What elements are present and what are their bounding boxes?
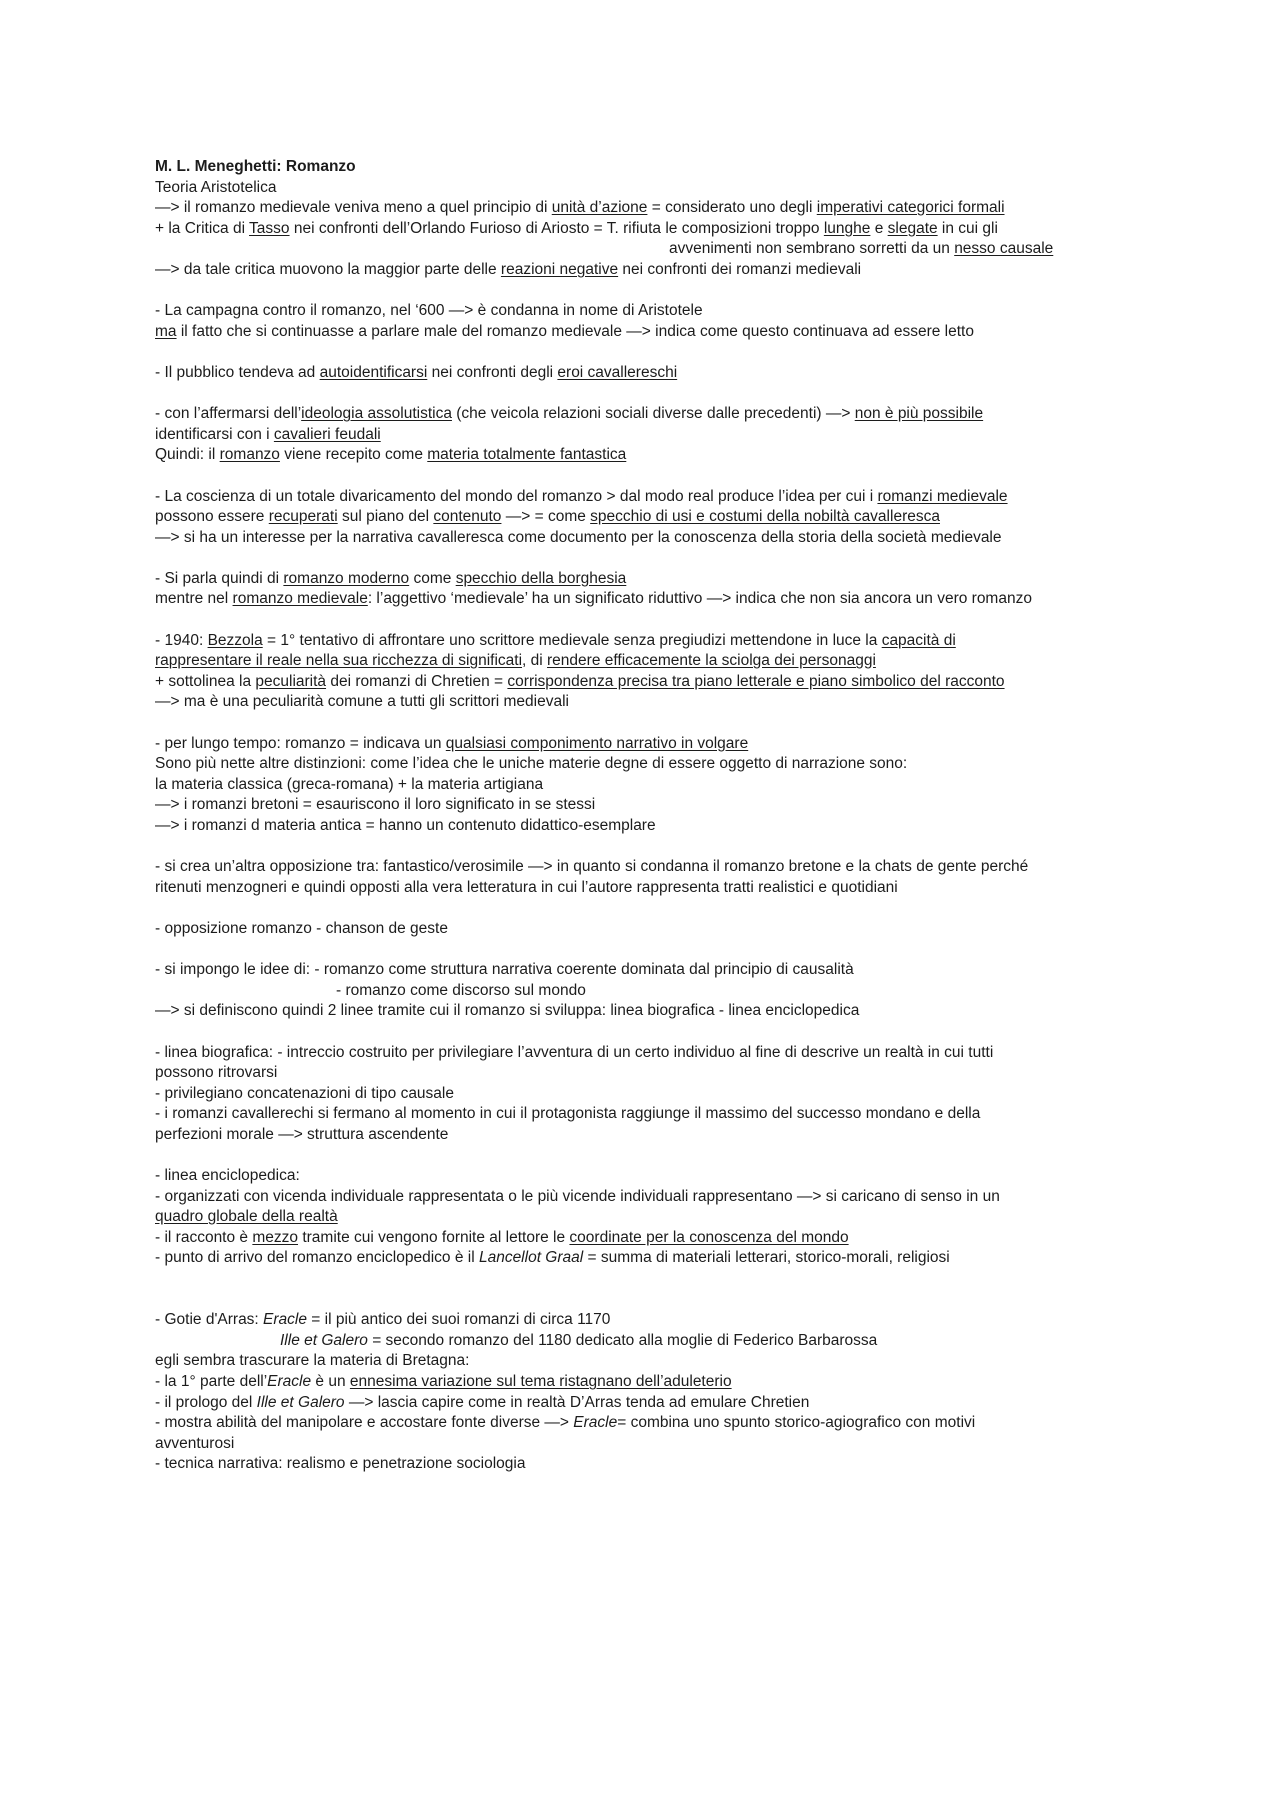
text-run: mentre nel [155, 590, 233, 608]
blank-line [155, 940, 1165, 961]
text-run: —> il romanzo medievale veniva meno a quel principio di [155, 199, 552, 217]
underlined-text: specchio della borghesia [455, 569, 627, 587]
text-run: - il racconto è [155, 1228, 253, 1246]
note-line [155, 1454, 1165, 1475]
note-line [155, 672, 1165, 693]
italic-title: Ille et Galero [256, 1393, 345, 1411]
underlined-text: capacità di [881, 631, 956, 649]
note-line [155, 1166, 1165, 1187]
text-run: - opposizione romanzo - chanson de geste [155, 919, 448, 937]
underlined-text: rappresentare il reale nella sua ricchezza di significati [155, 652, 523, 670]
underlined-text: eroi cavallereschi [557, 363, 678, 381]
note-line [155, 1331, 1165, 1352]
note-line [155, 734, 1165, 755]
note-line [155, 1063, 1165, 1084]
note-line [155, 1125, 1165, 1146]
note-line [155, 981, 1165, 1002]
page-title: M. L. Meneghetti: Romanzo [155, 158, 356, 175]
note-line [155, 322, 1165, 343]
text-run: come [409, 569, 456, 587]
note-line [155, 425, 1165, 446]
note-line [155, 445, 1165, 466]
underlined-text: reazioni negative [500, 260, 619, 278]
text-run: —> i romanzi bretoni = esauriscono il loro significato in se stessi [155, 796, 596, 814]
text-run: tramite cui vengono fornite al lettore le [298, 1228, 570, 1246]
text-run: —> si ha un interesse per la narrativa cavalleresca come documento per la conoscenza della storia della società medievale [155, 528, 1002, 546]
underlined-text: materia totalmente fantastica [427, 446, 627, 464]
text-run: = secondo romanzo del 1180 dedicato alla moglie di Federico Barbarossa [367, 1331, 878, 1349]
note-line [155, 507, 1165, 528]
underlined-text: romanzo medievale [232, 590, 368, 608]
text-run: Quindi: il [155, 446, 220, 464]
text-run: = il più antico dei suoi romanzi di circa 1170 [306, 1311, 611, 1329]
underlined-text: ennesima variazione sul tema ristagnano dell’aduleterio [349, 1373, 732, 1391]
text-run: possono essere [155, 508, 269, 526]
underlined-text: rendere efficacemente la sciolga dei personaggi [547, 652, 876, 670]
italic-title: Eracle [263, 1311, 307, 1329]
text-run: - mostra abilità del manipolare e accostare fonte diverse —> [155, 1414, 574, 1432]
text-run: sul piano del [337, 508, 434, 526]
note-line [155, 1434, 1165, 1455]
note-line [155, 487, 1165, 508]
note-line [155, 651, 1165, 672]
text-run: - punto di arrivo del romanzo enciclopedico è il [155, 1249, 479, 1267]
text-run: = 1° tentativo di affrontare uno scrittore medievale senza pregiudizi mettendone in luce la [262, 631, 882, 649]
underlined-text: corrispondenza precisa tra piano letterale e piano simbolico del racconto [507, 672, 1005, 690]
text-run: dei romanzi di Chretien = [326, 672, 508, 690]
italic-title: Lancellot Graal [478, 1249, 584, 1267]
italic-title: Ille et Galero [280, 1331, 368, 1349]
underlined-text: recuperati [268, 508, 338, 526]
underlined-text: romanzo [219, 446, 280, 464]
text-run: - Si parla quindi di [155, 569, 284, 587]
underlined-text: romanzo moderno [283, 569, 410, 587]
underlined-text: Bezzola [207, 631, 263, 649]
text-run: - linea enciclopedica: [155, 1167, 300, 1185]
underlined-text: mezzo [252, 1228, 299, 1246]
note-line [155, 239, 1165, 260]
blank-line [155, 610, 1165, 631]
text-run: —> si definiscono quindi 2 linee tramite cui il romanzo si sviluppa: linea biografica - linea enciclopedica [155, 1002, 860, 1020]
note-line [155, 301, 1165, 322]
text-run: possono ritrovarsi [155, 1064, 278, 1082]
text-run: - linea biografica: - intreccio costruito per privilegiare l’avventura di un certo individuo al fine di descrive un realtà in cui tutti [155, 1043, 994, 1061]
underlined-text: peculiarità [255, 672, 327, 690]
text-run: perfezioni morale —> struttura ascendente [155, 1125, 449, 1143]
blank-line [155, 1269, 1165, 1290]
note-line [155, 219, 1165, 240]
text-run: + la Critica di [155, 219, 250, 237]
underlined-text: qualsiasi componimento narrativo in volgare [445, 734, 749, 752]
underlined-text: nesso causale [954, 240, 1054, 258]
note-line [155, 816, 1165, 837]
text-run: = summa di materiali letterari, storico-morali, religiosi [583, 1249, 950, 1267]
note-line [155, 631, 1165, 652]
note-line [155, 1043, 1165, 1064]
underlined-text: ma [155, 322, 177, 340]
blank-line [155, 281, 1165, 302]
text-run: —> lascia capire come in realtà D’Arras tenda ad emulare Chretien [344, 1393, 810, 1411]
note-line [155, 754, 1165, 775]
notes-body [155, 178, 1165, 1475]
underlined-text: ideologia assolutistica [301, 405, 452, 423]
text-run: nei confronti degli [427, 363, 558, 381]
text-run: —> i romanzi d materia antica = hanno un contenuto didattico-esemplare [155, 817, 656, 834]
text-run: ritenuti menzogneri e quindi opposti alla vera letteratura in cui l’autore rappresenta tratti realistici e quotidiani [155, 878, 898, 896]
underlined-text: autoidentificarsi [319, 363, 428, 381]
text-run: , di [522, 652, 548, 670]
text-run: = considerato uno degli [647, 199, 817, 217]
note-line [155, 1228, 1165, 1249]
note-line [155, 260, 1165, 281]
note-line [155, 1084, 1165, 1105]
text-run: - 1940: [155, 631, 208, 649]
text-run: + sottolinea la [155, 672, 256, 690]
text-run: —> = come [501, 508, 591, 526]
text-run: - il prologo del [155, 1393, 257, 1411]
text-run: : l’aggettivo ‘medievale’ ha un significato riduttivo —> indica che non sia ancora un vero romanzo [367, 590, 1032, 608]
note-line [155, 198, 1165, 219]
text-run: Teoria Aristotelica [155, 178, 277, 196]
text-run: - privilegiano concatenazioni di tipo causale [155, 1084, 454, 1102]
underlined-text: unità d’azione [551, 199, 648, 217]
note-line [155, 1351, 1165, 1372]
text-run: = combina uno spunto storico-agiografico con motivi [617, 1414, 976, 1432]
text-run: (che veicola relazioni sociali diverse dalle precedenti) —> [451, 405, 855, 423]
text-run: è un [311, 1373, 350, 1391]
note-line [155, 919, 1165, 940]
italic-title: Eracle [573, 1414, 618, 1432]
blank-line [155, 1146, 1165, 1167]
underlined-text: coordinate per la conoscenza del mondo [569, 1228, 849, 1246]
underlined-text: Tasso [249, 219, 290, 237]
text-run: viene recepito come [279, 446, 428, 464]
underlined-text: cavalieri feudali [273, 425, 381, 443]
note-line [155, 1187, 1165, 1208]
text-run: nei confronti dei romanzi medievali [618, 260, 862, 278]
text-run: identificarsi con i [155, 425, 274, 443]
text-run: - per lungo tempo: romanzo = indicava un [155, 734, 446, 752]
text-run: - si impongo le idee di: - romanzo come struttura narrativa coerente dominata dal principio di causalità [155, 961, 854, 979]
underlined-text: contenuto [433, 508, 502, 526]
text-run: - i romanzi cavallerechi si fermano al momento in cui il protagonista raggiunge il massimo del successo mondano e della [155, 1105, 981, 1123]
note-line [155, 178, 1165, 199]
note-line [155, 1001, 1165, 1022]
text-run: Sono più nette altre distinzioni: come l’idea che le uniche materie degne di essere oggetto di narrazione sono: [155, 755, 908, 773]
text-run: —> da tale critica muovono la maggior parte delle [155, 260, 501, 278]
note-line [155, 1372, 1165, 1393]
underlined-text: lunghe [823, 219, 871, 237]
blank-line [155, 384, 1165, 405]
note-line [155, 569, 1165, 590]
text-run: e [870, 219, 888, 237]
text-run: egli sembra trascurare la materia di Bretagna: [155, 1352, 470, 1370]
underlined-text: romanzi medievale [877, 487, 1008, 505]
text-run: - romanzo come discorso sul mondo [336, 981, 586, 999]
text-run: - con l’affermarsi dell’ [155, 405, 302, 423]
underlined-text: imperativi categorici formali [816, 199, 1005, 217]
blank-line [155, 837, 1165, 858]
note-line [155, 775, 1165, 796]
blank-line [155, 1022, 1165, 1043]
text-run: il fatto che si continuasse a parlare male del romanzo medievale —> indica come questo continuava ad essere letto [176, 322, 974, 340]
underlined-text: specchio di usi e costumi della nobiltà cavalleresca [590, 508, 940, 526]
blank-line [155, 342, 1165, 363]
text-run: - organizzati con vicenda individuale rappresentata o le più vicende individuali rappresentano —> si caricano di senso in un [155, 1187, 1000, 1205]
blank-line [155, 1290, 1165, 1311]
note-line [155, 857, 1165, 878]
note-line [155, 795, 1165, 816]
text-run: la materia classica (greca-romana) + la materia artigiana [155, 775, 544, 793]
note-line [155, 1104, 1165, 1125]
text-run: —> ma è una peculiarità comune a tutti gli scrittori medievali [155, 693, 569, 711]
note-line [155, 878, 1165, 899]
text-run: - tecnica narrativa: realismo e penetrazione sociologia [155, 1455, 526, 1473]
underlined-text: non è più possibile [854, 405, 984, 423]
note-line [155, 404, 1165, 425]
text-run: - la 1° parte dell’ [155, 1373, 268, 1391]
note-line [155, 692, 1165, 713]
text-run: avvenimenti non sembrano sorretti da un [669, 240, 955, 258]
underlined-text: quadro globale della realtà [155, 1208, 338, 1226]
blank-line [155, 898, 1165, 919]
underlined-text: slegate [887, 219, 938, 237]
note-line [155, 1413, 1165, 1434]
text-run: - Gotie d'Arras: [155, 1311, 264, 1329]
text-run: in cui gli [937, 219, 998, 237]
italic-title: Eracle [267, 1373, 312, 1391]
note-line [155, 1310, 1165, 1331]
blank-line [155, 466, 1165, 487]
note-line [155, 363, 1165, 384]
blank-line [155, 713, 1165, 734]
text-run: nei confronti dell’Orlando Furioso di Ariosto = T. rifiuta le composizioni troppo [289, 219, 824, 237]
note-line [155, 1393, 1165, 1414]
note-line [155, 960, 1165, 981]
text-run: - si crea un’altra opposizione tra: fantastico/verosimile —> in quanto si condanna il romanzo bretone e la chats de gente perché [155, 858, 1029, 876]
note-line [155, 589, 1165, 610]
text-run: - La coscienza di un totale divaricamento del mondo del romanzo > dal modo real produce l’idea per cui i [155, 487, 878, 505]
blank-line [155, 548, 1165, 569]
text-run: avventurosi [155, 1434, 235, 1452]
text-run: - Il pubblico tendeva ad [155, 363, 320, 381]
notes-page [155, 157, 1165, 1475]
text-run: - La campagna contro il romanzo, nel ‘600 —> è condanna in nome di Aristotele [155, 302, 703, 320]
note-line [155, 1248, 1165, 1269]
note-line [155, 528, 1165, 549]
note-line [155, 1207, 1165, 1228]
